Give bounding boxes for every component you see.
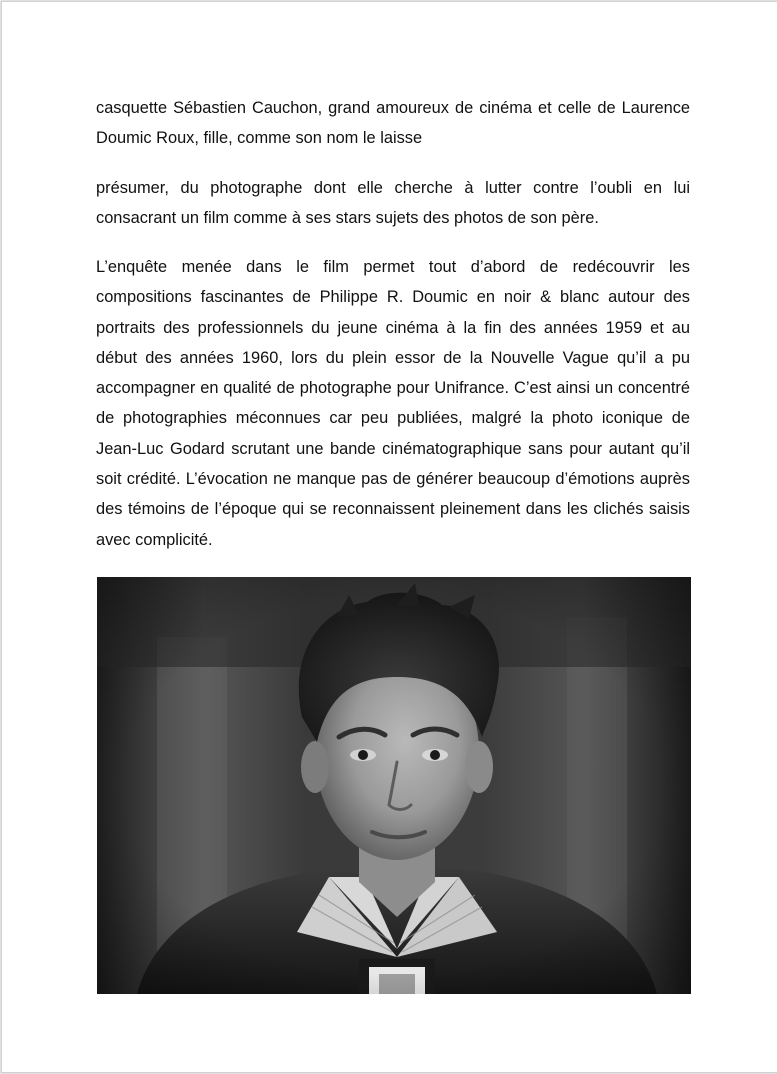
paragraph-2: présumer, du photographe dont elle cherche à lutter contre l’oubli en lui consacrant un film comme à ses stars sujets des photos de son père.	[96, 179, 690, 228]
paragraph-1: casquette Sébastien Cauchon, grand amoureux de cinéma et celle de Laurence Doumic Roux, fille, comme son nom le laisse	[96, 99, 690, 148]
portrait-photo	[97, 577, 691, 994]
paragraph-3: L’enquête menée dans le film permet tout d’abord de redécouvrir les compositions fascinantes de Philippe R. Doumic en noir & blanc autour des portraits des professionnels du jeune cinéma à la fin des années 1959 et au début des années 1960, lors du plein essor de la Nouvelle Vague qu’il a pu accompagner en qualité de photographe pour Unifrance. C’est ainsi un concentré de photographies méconnues car peu publiées, malgré la photo iconique de Jean-Luc Godard scrutant une bande cinématographique sans pour autant qu’il soit crédité. L’évocation ne manque pas de générer beaucoup d’émotions auprès des témoins de l’époque qui se reconnaissent pleinement dans les clichés saisis avec complicité.	[96, 258, 690, 549]
portrait-photo-image	[97, 577, 691, 994]
document-page	[1, 1, 777, 1073]
